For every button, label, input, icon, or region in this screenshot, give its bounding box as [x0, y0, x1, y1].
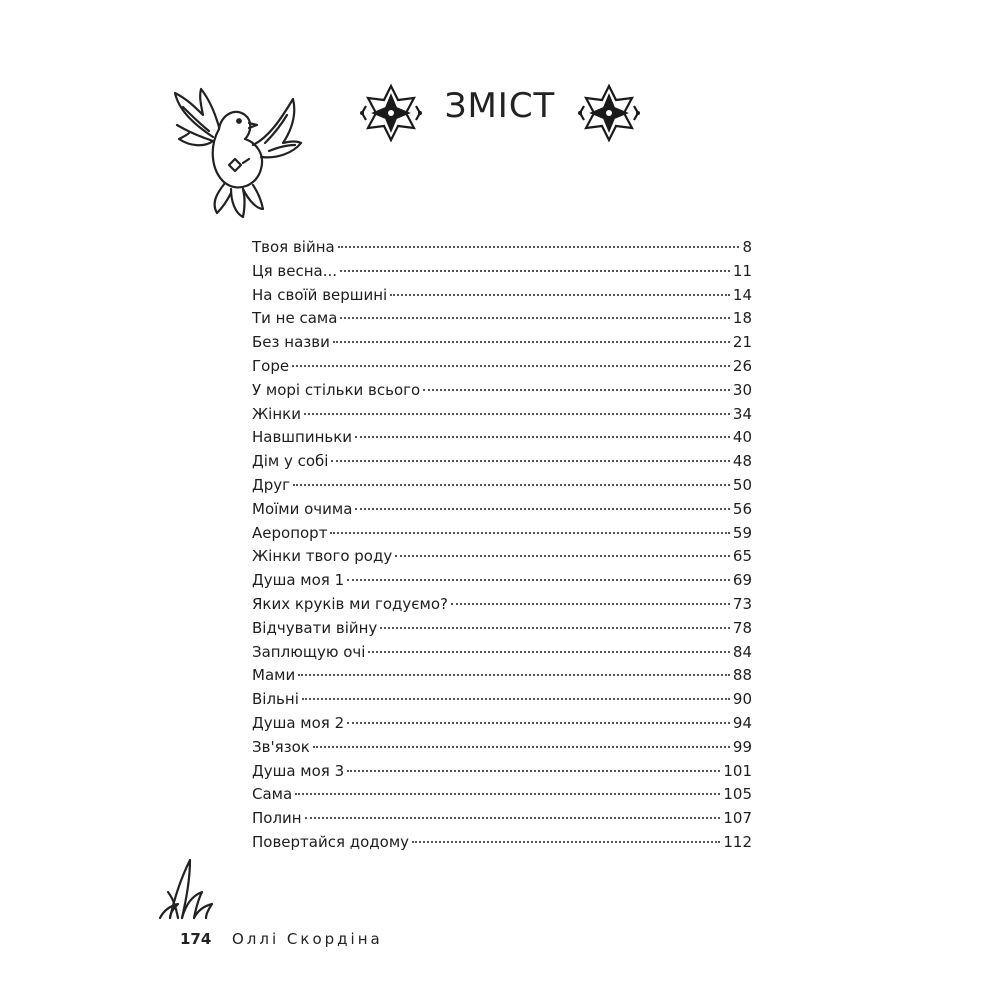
toc-entry: [252, 666, 752, 690]
toc-leader-dots: [330, 532, 729, 534]
toc-leader-dots: [298, 674, 730, 676]
toc-entry: [252, 762, 752, 786]
bird-illustration-icon: [165, 85, 305, 225]
toc-entry: [252, 595, 752, 619]
toc-entry-title: Жінки твого роду: [252, 547, 393, 566]
toc-entry-page: 101: [723, 761, 752, 780]
grass-icon: [156, 852, 216, 922]
toc-leader-dots: [333, 341, 730, 343]
toc-leader-dots: [355, 436, 730, 438]
toc-leader-dots: [347, 579, 730, 581]
toc-entry-title: Заплющую очі: [252, 642, 366, 661]
toc-entry-page: 107: [723, 809, 752, 828]
toc-entry-page: 94: [732, 713, 752, 732]
toc-leader-dots: [380, 627, 730, 629]
toc-leader-dots: [293, 484, 730, 486]
toc-leader-dots: [340, 317, 729, 319]
toc-entry-title: Жінки: [252, 404, 301, 423]
toc-leader-dots: [347, 770, 720, 772]
toc-leader-dots: [423, 389, 730, 391]
toc-entry-title: Відчувати війну: [252, 618, 378, 637]
toc-leader-dots: [338, 246, 740, 248]
toc-entry-title: Повертайся додому: [252, 832, 410, 851]
toc-entry-page: 34: [732, 404, 752, 423]
toc-entry: [252, 262, 752, 286]
toc-entry-page: 84: [732, 642, 752, 661]
toc-entry-title: У морі стільки всього: [252, 380, 421, 399]
toc-entry-page: 30: [732, 380, 752, 399]
toc-entry-title: Вільні: [252, 690, 299, 709]
toc-entry-page: 65: [732, 547, 752, 566]
star-ornament-icon: [358, 80, 424, 146]
toc-entry: [252, 286, 752, 310]
toc-entry: [252, 619, 752, 643]
toc-entry-title: Полин: [252, 809, 302, 828]
toc-entry: [252, 524, 752, 548]
toc-leader-dots: [292, 365, 730, 367]
toc-entry: [252, 476, 752, 500]
toc-leader-dots: [305, 817, 721, 819]
toc-leader-dots: [412, 841, 720, 843]
toc-leader-dots: [304, 413, 730, 415]
toc-entry-title: Твоя війна: [252, 238, 335, 256]
toc-entry: [252, 833, 752, 857]
toc-entry: [252, 238, 752, 262]
toc-leader-dots: [295, 793, 720, 795]
toc-entry-page: 50: [732, 475, 752, 494]
toc-leader-dots: [302, 698, 730, 700]
toc-entry-page: 88: [732, 666, 752, 685]
toc-entry: [252, 547, 752, 571]
toc-entry-title: Душа моя 2: [252, 713, 345, 732]
star-ornament-icon: [576, 80, 642, 146]
toc-entry: [252, 309, 752, 333]
toc-leader-dots: [368, 651, 729, 653]
page-title: ЗМІСТ: [444, 86, 556, 126]
toc-entry-page: 21: [732, 333, 752, 352]
toc-entry: [252, 381, 752, 405]
toc-entry-title: Душа моя 1: [252, 571, 345, 590]
toc-entry-title: Сама: [252, 785, 293, 804]
toc-entry-title: Навшпиньки: [252, 428, 353, 447]
toc-entry: [252, 428, 752, 452]
toc-entry: [252, 714, 752, 738]
toc-entry-page: 18: [732, 309, 752, 328]
toc-entry-page: 8: [742, 238, 752, 256]
toc-entry-title: Дім у собі: [252, 452, 329, 471]
author-name: Оллі Скордіна: [232, 930, 383, 948]
table-of-contents: [252, 238, 752, 857]
toc-entry-page: 105: [723, 785, 752, 804]
toc-entry-page: 40: [732, 428, 752, 447]
toc-leader-dots: [347, 722, 730, 724]
toc-entry-title: Мами: [252, 666, 296, 685]
toc-entry: [252, 690, 752, 714]
toc-entry-page: 56: [732, 499, 752, 518]
toc-leader-dots: [313, 746, 730, 748]
toc-leader-dots: [355, 508, 729, 510]
toc-entry-page: 99: [732, 737, 752, 756]
toc-entry-title: Ти не сама: [252, 309, 338, 328]
toc-entry-title: Аеропорт: [252, 523, 328, 542]
toc-entry: [252, 809, 752, 833]
toc-entry-title: Зв'язок: [252, 737, 310, 756]
toc-entry: [252, 357, 752, 381]
toc-entry-page: 26: [732, 356, 752, 375]
toc-entry-page: 11: [732, 261, 752, 280]
toc-leader-dots: [395, 555, 730, 557]
toc-entry-page: 78: [732, 618, 752, 637]
toc-leader-dots: [390, 294, 730, 296]
toc-entry-page: 112: [723, 832, 752, 851]
toc-entry-title: Без назви: [252, 333, 330, 352]
toc-entry-title: Моїми очима: [252, 499, 353, 518]
toc-entry-title: Яких круків ми годуємо?: [252, 594, 448, 613]
toc-entry: [252, 571, 752, 595]
toc-entry: [252, 785, 752, 809]
toc-entry-page: 14: [732, 285, 752, 304]
toc-entry-title: Душа моя 3: [252, 761, 345, 780]
toc-entry: [252, 643, 752, 667]
toc-entry: [252, 452, 752, 476]
toc-entry-title: Горе: [252, 356, 290, 375]
toc-entry: [252, 405, 752, 429]
toc-entry-page: 73: [732, 594, 752, 613]
toc-leader-dots: [340, 270, 730, 272]
toc-leader-dots: [331, 460, 729, 462]
toc-entry: [252, 500, 752, 524]
toc-entry-title: Ця весна...: [252, 261, 338, 280]
toc-entry-page: 90: [732, 690, 752, 709]
toc-entry-page: 48: [732, 452, 752, 471]
toc-entry: [252, 738, 752, 762]
toc-entry-page: 69: [732, 571, 752, 590]
toc-entry-page: 59: [732, 523, 752, 542]
toc-leader-dots: [451, 603, 730, 605]
toc-entry: [252, 333, 752, 357]
toc-entry-title: На своїй вершині: [252, 285, 388, 304]
page-number: 174: [180, 930, 212, 948]
toc-entry-title: Друг: [252, 475, 290, 494]
